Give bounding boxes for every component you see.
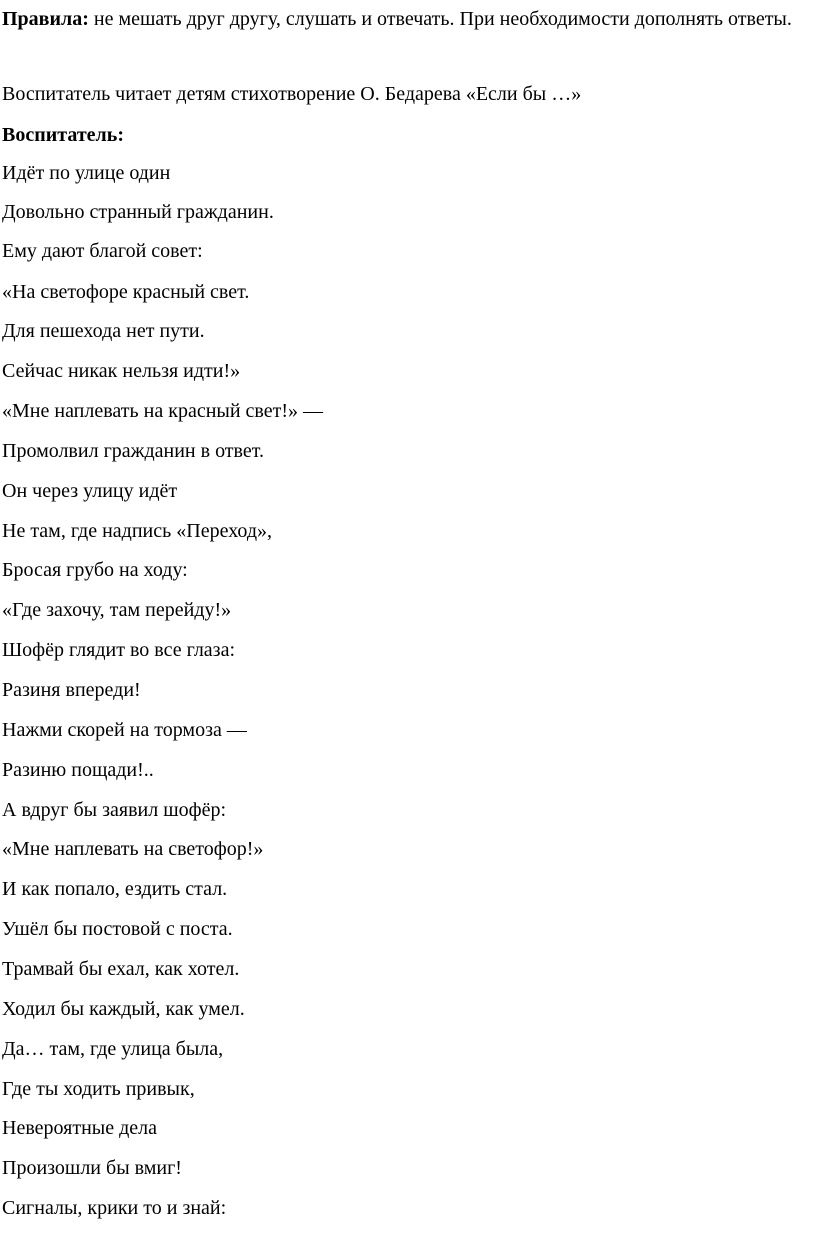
poem-line: Шофёр глядит во все глаза: bbox=[2, 639, 236, 661]
poem-line: Бросая грубо на ходу: bbox=[2, 559, 188, 581]
poem-line: Невероятные дела bbox=[2, 1117, 158, 1139]
poem-line: Разиню пощади!.. bbox=[2, 759, 154, 781]
intro-line: Воспитатель читает детям стихотворение О. Бедарева «Если бы …» bbox=[2, 83, 582, 105]
poem-line: Разиня впереди! bbox=[2, 679, 141, 701]
poem-line: Нажми скорей на тормоза — bbox=[2, 719, 247, 741]
poem-line: Где ты ходить привык, bbox=[2, 1078, 195, 1100]
poem-line: Произошли бы вмиг! bbox=[2, 1157, 182, 1179]
rules-paragraph bbox=[2, 0, 814, 38]
poem-line: «Мне наплевать на красный свет!» — bbox=[2, 400, 324, 422]
poem-line: Довольно странный гражданин. bbox=[2, 201, 274, 223]
poem-line: Для пешехода нет пути. bbox=[2, 320, 205, 342]
poem-line: Сигналы, крики то и знай: bbox=[2, 1197, 227, 1219]
speaker-label: Воспитатель: bbox=[2, 124, 124, 146]
poem-line: Ему дают благой совет: bbox=[2, 240, 203, 262]
poem-line: «На светофоре красный свет. bbox=[2, 281, 250, 303]
poem-line: Он через улицу идёт bbox=[2, 480, 178, 502]
poem-line: Трамвай бы ехал, как хотел. bbox=[2, 958, 240, 980]
poem-line: А вдруг бы заявил шофёр: bbox=[2, 799, 227, 821]
poem-line: Идёт по улице один bbox=[2, 162, 171, 184]
rules-text: не мешать друг другу, слушать и отвечать. При необходимости дополнять ответы. bbox=[88, 8, 792, 30]
rules-label: Правила: bbox=[2, 8, 89, 30]
poem-line: И как попало, ездить стал. bbox=[2, 878, 228, 900]
poem-line: Не там, где надпись «Переход», bbox=[2, 520, 273, 542]
poem-line: Ушёл бы постовой с поста. bbox=[2, 918, 233, 940]
poem-line: Сейчас никак нельзя идти!» bbox=[2, 360, 241, 382]
poem-line: Промолвил гражданин в ответ. bbox=[2, 440, 264, 462]
poem-line: «Где захочу, там перейду!» bbox=[2, 599, 232, 621]
poem-line: Ходил бы каждый, как умел. bbox=[2, 998, 245, 1020]
poem-line: Да… там, где улица была, bbox=[2, 1038, 224, 1060]
poem-line: «Мне наплевать на светофор!» bbox=[2, 838, 264, 860]
